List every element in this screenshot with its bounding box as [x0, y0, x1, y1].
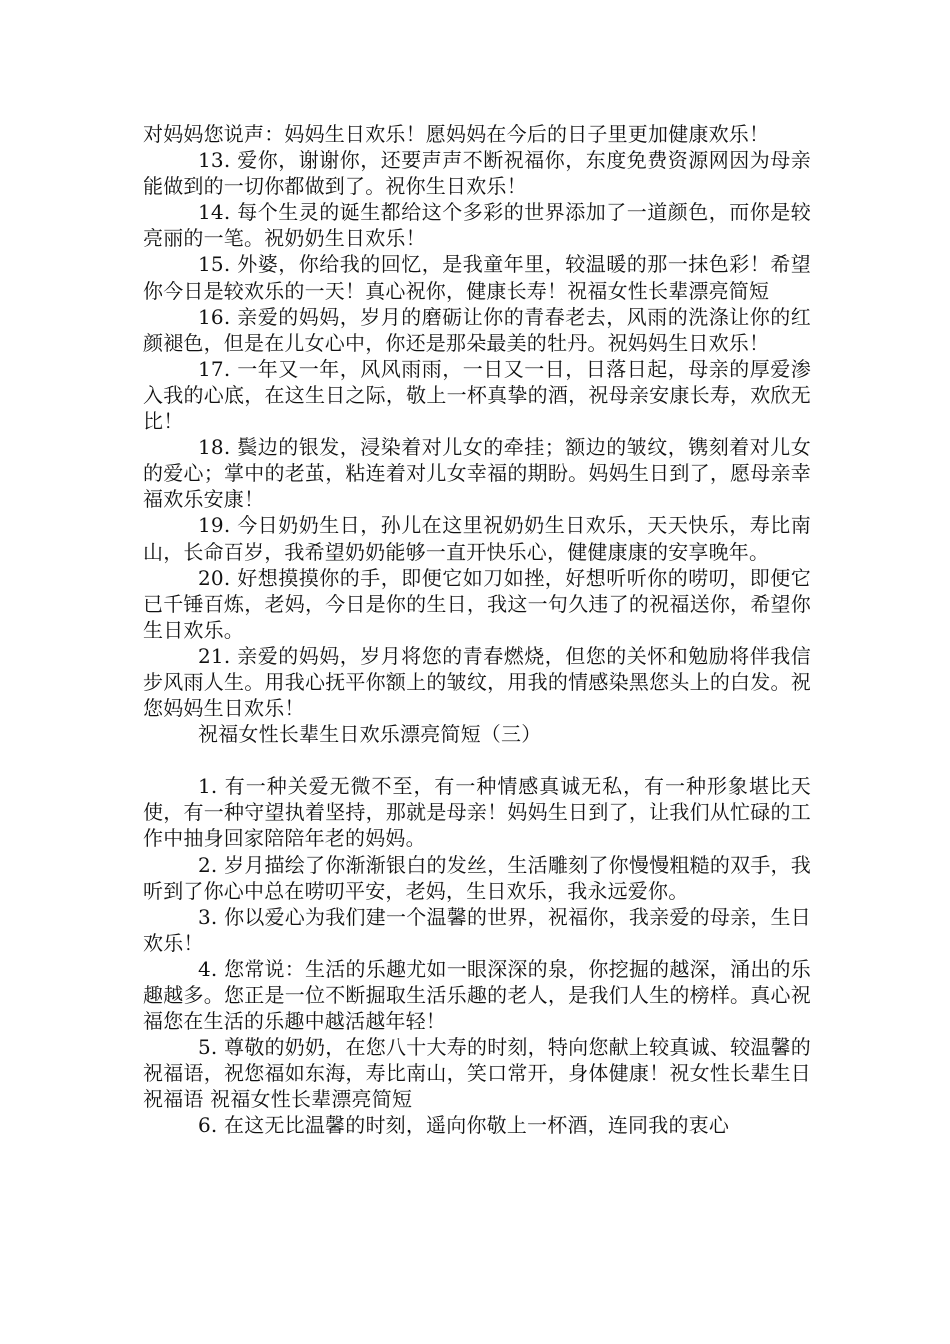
intro-paragraph: 对妈妈您说声：妈妈生日欢乐！愿妈妈在今后的日子里更加健康欢乐！	[143, 122, 770, 146]
list-item-5: 5. 尊敬的奶奶，在您八十大寿的时刻，特向您献上较真诚、较温馨的祝福语，祝您福如东海，寿比南山，笑口常开，身体健康！祝女性长辈生日祝福语 祝福女性长辈漂亮简短	[143, 1035, 811, 1112]
list-item-2: 2. 岁月描绘了你渐渐银白的发丝，生活雕刻了你慢慢粗糙的双手，我听到了你心中总在唠叨平安，老妈，生日欢乐，我永远爱你。	[143, 852, 811, 903]
list-item-17: 17. 一年又一年，风风雨雨，一日又一日，日落日起，母亲的厚爱渗入我的心底，在这生日之际，敬上一杯真挚的酒，祝母亲安康长寿，欢欣无比！	[143, 356, 811, 434]
document-page	[143, 121, 811, 1139]
list-item-18: 18. 鬓边的银发，浸染着对儿女的牵挂；额边的皱纹，镌刻着对儿女的爱心；掌中的老茧，粘连着对儿女幸福的期盼。妈妈生日到了，愿母亲幸福欢乐安康！	[143, 435, 811, 512]
list-item-21: 21. 亲爱的妈妈，岁月将您的青春燃烧，但您的关怀和勉励将伴我信步风雨人生。用我心抚平你额上的皱纹，用我的情感染黑您头上的白发。祝您妈妈生日欢乐！	[143, 643, 811, 721]
section-heading: 祝福女性长辈生日欢乐漂亮简短（三）	[198, 722, 542, 747]
list-item-16: 16. 亲爱的妈妈，岁月的磨砺让你的青春老去，风雨的洗涤让你的红颜褪色，但是在儿女心中，你还是那朵最美的牡丹。祝妈妈生日欢乐！	[143, 304, 811, 355]
list-item-3: 3. 你以爱心为我们建一个温馨的世界，祝福你，我亲爱的母亲，生日欢乐！	[143, 904, 811, 955]
section-spacer	[143, 747, 811, 773]
list-item-20: 20. 好想摸摸你的手，即便它如刀如挫，好想听听你的唠叨，即便它已千锤百炼，老妈，今日是你的生日，我这一句久违了的祝福送你，希望你生日欢乐。	[143, 565, 811, 642]
list-item-1: 1. 有一种关爱无微不至，有一种情感真诚无私，有一种形象堪比天使，有一种守望执着坚持，那就是母亲！妈妈生日到了，让我们从忙碌的工作中抽身回家陪陪年老的妈妈。	[143, 774, 811, 851]
list-item-15: 15. 外婆，你给我的回忆，是我童年里，较温暖的那一抹色彩！希望你今日是较欢乐的一天！真心祝你，健康长寿！祝福女性长辈漂亮简短	[143, 252, 811, 303]
list-item-19: 19. 今日奶奶生日，孙儿在这里祝奶奶生日欢乐，天天快乐，寿比南山，长命百岁，我希望奶奶能够一直开快乐心，健健康康的安享晚年。	[143, 513, 811, 564]
list-item-6: 6. 在这无比温馨的时刻，遥向你敬上一杯酒，连同我的衷心	[198, 1113, 730, 1138]
list-item-13: 13. 爱你，谢谢你，还要声声不断祝福你，东度免费资源网因为母亲能做到的一切你都做到了。祝你生日欢乐！	[143, 148, 811, 199]
list-item-4: 4. 您常说：生活的乐趣尤如一眼深深的泉，你挖掘的越深，涌出的乐趣越多。您正是一位不断掘取生活乐趣的老人，是我们人生的榜样。真心祝福您在生活的乐趣中越活越年轻！	[143, 956, 811, 1034]
list-item-14: 14. 每个生灵的诞生都给这个多彩的世界添加了一道颜色，而你是较亮丽的一笔。祝奶奶生日欢乐！	[143, 200, 811, 251]
